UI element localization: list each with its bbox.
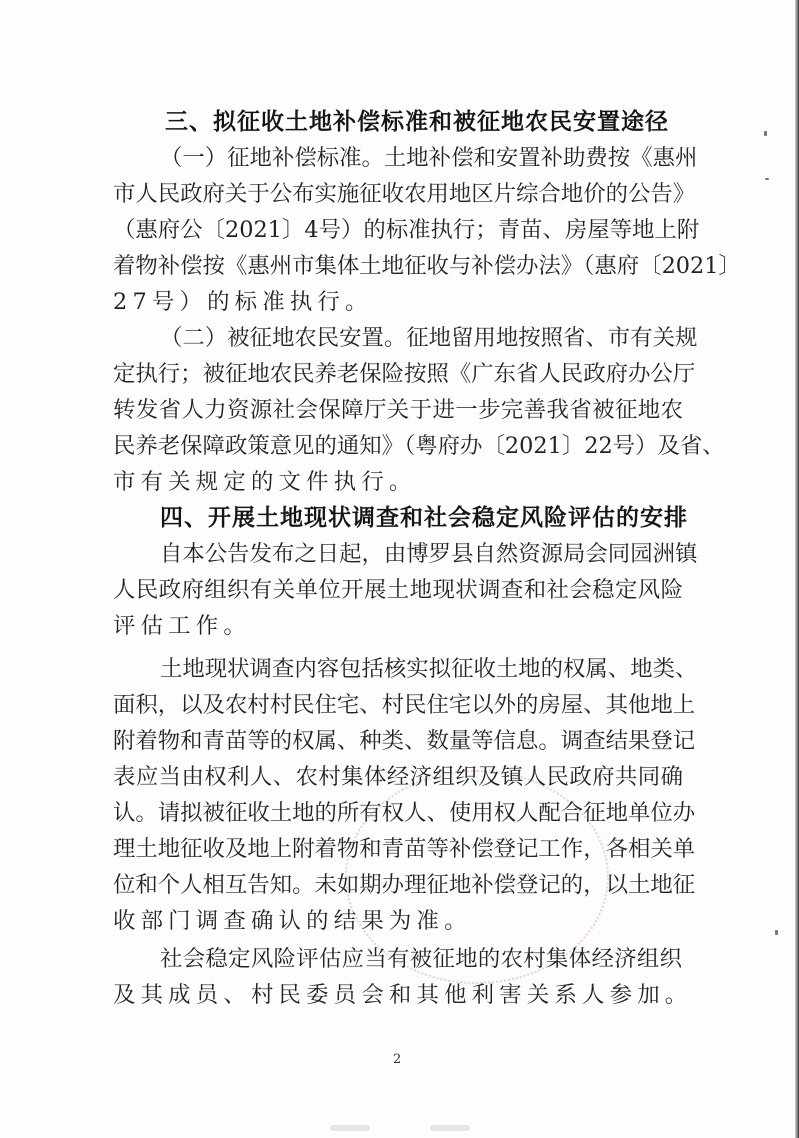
paragraph-line: 面积，以及农村村民住宅、村民住宅以外的房屋、其他地上 — [113, 692, 696, 718]
section-heading-4: 四、开展土地现状调查和社会稳定风险评估的安排 — [160, 505, 688, 531]
paragraph-line: 认。请拟被征收土地的所有权人、使用权人配合征地单位办 — [113, 800, 696, 826]
paragraph-line: 市有关规定的文件执行。 — [113, 469, 417, 495]
paragraph-line: 市人民政府关于公布实施征收农用地区片综合地价的公告》 — [113, 181, 696, 207]
scan-smudge — [430, 1125, 470, 1131]
paragraph-line: 转发省人力资源社会保障厅关于进一步完善我省被征地农 — [113, 397, 683, 423]
paragraph-line: 定执行；被征地农民养老保险按照《广东省人民政府办公厅 — [113, 361, 696, 387]
paragraph-line: 理土地征收及地上附着物和青苗等补偿登记工作，各相关单 — [113, 836, 696, 862]
scan-smudge — [330, 1125, 370, 1131]
paragraph-line: 自本公告发布之日起，由博罗县自然资源局会同园洲镇 — [160, 541, 698, 567]
paragraph-line: （惠府公〔2021〕4号）的标准执行；青苗、房屋等地上附 — [113, 217, 700, 243]
paragraph-line: 及其成员、村民委员会和其他利害关系人参加。 — [113, 982, 693, 1008]
paragraph-line: 着物补偿按《惠州市集体土地征收与补偿办法》（惠府〔2021〕 — [113, 253, 741, 279]
page-number: 2 — [393, 1052, 402, 1067]
paragraph-line: （一）征地补偿标准。土地补偿和安置补助费按《惠州 — [160, 145, 698, 171]
paragraph-line: 社会稳定风险评估应当有被征地的农村集体经济组织 — [160, 946, 682, 972]
scan-speck — [765, 178, 769, 180]
paragraph-line: 人民政府组织有关单位开展土地现状调查和社会稳定风险 — [113, 577, 683, 603]
paragraph-line: 位和个人相互告知。未如期办理征地补偿登记的，以土地征 — [113, 872, 696, 898]
section-heading-3: 三、拟征收土地补偿标准和被征地农民安置途径 — [165, 109, 669, 135]
paragraph-line: 27号）的标准执行。 — [113, 289, 373, 315]
paragraph-line: 民养老保障政策意见的通知》（粤府办〔2021〕22号）及省、 — [113, 433, 725, 459]
paragraph-line: 附着物和青苗等的权属、种类、数量等信息。调查结果登记 — [113, 728, 696, 754]
scan-speck — [764, 131, 767, 136]
paragraph-line: 评估工作。 — [113, 613, 251, 639]
paragraph-line: 土地现状调查内容包括核实拟征收土地的权属、地类、 — [160, 656, 698, 682]
scan-speck — [775, 930, 778, 935]
scan-border — [795, 0, 799, 1138]
paragraph-line: （二）被征地农民安置。征地留用地按照省、市有关规 — [160, 325, 698, 351]
paragraph-line: 收部门调查确认的结果为准。 — [113, 908, 472, 934]
paragraph-line: 表应当由权利人、农村集体经济组织及镇人民政府共同确 — [113, 764, 683, 790]
